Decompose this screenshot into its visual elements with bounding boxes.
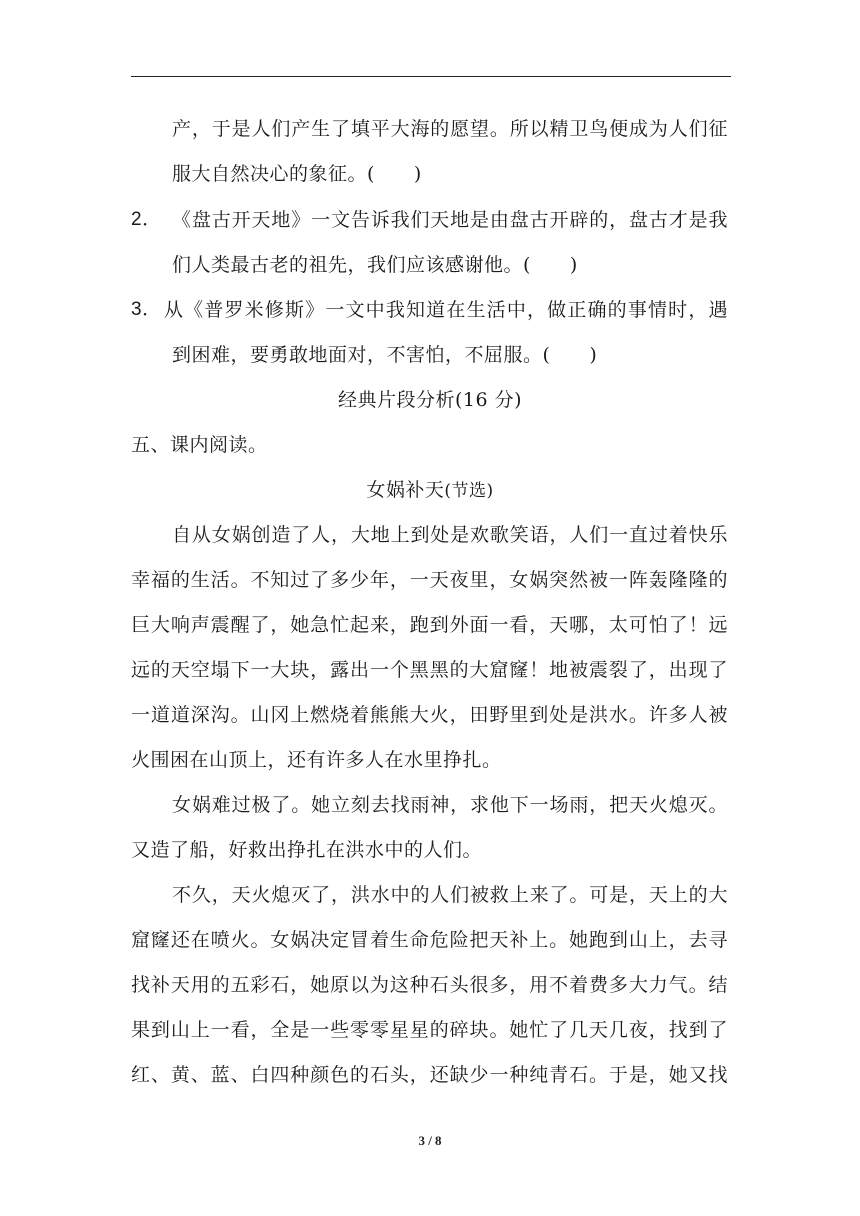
paragraph-2-line-1: 女娲难过极了。她立刻去找雨神，求他下一场雨，把天火熄灭。 <box>172 794 728 816</box>
item-2-line-1: 《盘古开天地》一文告诉我们天地是由盘古开辟的，盘古才是我 <box>172 209 728 231</box>
item-3-line-1: 从《普罗米修斯》一文中我知道在生活中，做正确的事情时，遇 <box>164 299 728 321</box>
paragraph-1-line-1: 自从女娲创造了人，大地上到处是欢歌笑语，人们一直过着快乐 <box>172 524 728 546</box>
passage-title <box>130 478 730 503</box>
paragraph-2-line-2: 又造了船，好救出挣扎在洪水中的人们。 <box>131 839 483 861</box>
paragraph-1-line-3: 巨大响声震醒了，她急忙起来，跑到外面一看，天哪，太可怕了！远 <box>131 614 728 636</box>
paragraph-1-line-2: 幸福的生活。不知过了多少年，一天夜里，女娲突然被一阵轰隆隆的 <box>131 569 728 591</box>
item-1-line-2: 服大自然决心的象征。( ) <box>172 163 422 185</box>
paragraph-3-line-3: 找补天用的五彩石，她原以为这种石头很多，用不着费多大力气。结 <box>131 974 728 996</box>
paragraph-3-line-2: 窟窿还在喷火。女娲决定冒着生命危险把天补上。她跑到山上，去寻 <box>131 929 728 951</box>
item-2-number: 2． <box>131 209 162 230</box>
item-1-line-1: 产，于是人们产生了填平大海的愿望。所以精卫鸟便成为人们征 <box>172 118 728 140</box>
paragraph-3-line-5: 红、黄、蓝、白四种颜色的石头，还缺少一种纯青石。于是，她又找 <box>131 1064 728 1086</box>
section-title: 经典片段分析(16 分) <box>337 389 523 411</box>
item-3-line-2: 到困难，要勇敢地面对，不害怕，不屈服。( ) <box>172 344 598 366</box>
paragraph-3-line-4: 果到山上一看，全是一些零零星星的碎块。她忙了几天几夜，找到了 <box>131 1019 728 1041</box>
item-3-number: 3． <box>131 299 162 320</box>
paragraph-1-line-4: 远的天空塌下一大块，露出一个黑黑的大窟窿！地被震裂了，出现了 <box>131 659 728 681</box>
paragraph-1-line-6: 火围困在山顶上，还有许多人在水里挣扎。 <box>131 749 502 771</box>
passage-title-text: 女娲补天 <box>366 479 445 501</box>
passage-title-note: (节选) <box>444 481 494 501</box>
header-rule <box>131 76 731 77</box>
question-heading: 五、课内阅读。 <box>131 434 268 456</box>
paragraph-3-line-1: 不久，天火熄灭了，洪水中的人们被救上来了。可是，天上的大 <box>172 884 728 906</box>
paragraph-1-line-5: 一道道深沟。山冈上燃烧着熊熊大火，田野里到处是洪水。许多人被 <box>131 704 728 726</box>
page-number: 3 / 8 <box>418 1133 442 1148</box>
item-2-line-2: 们人类最古老的祖先，我们应该感谢他。( ) <box>172 254 578 276</box>
